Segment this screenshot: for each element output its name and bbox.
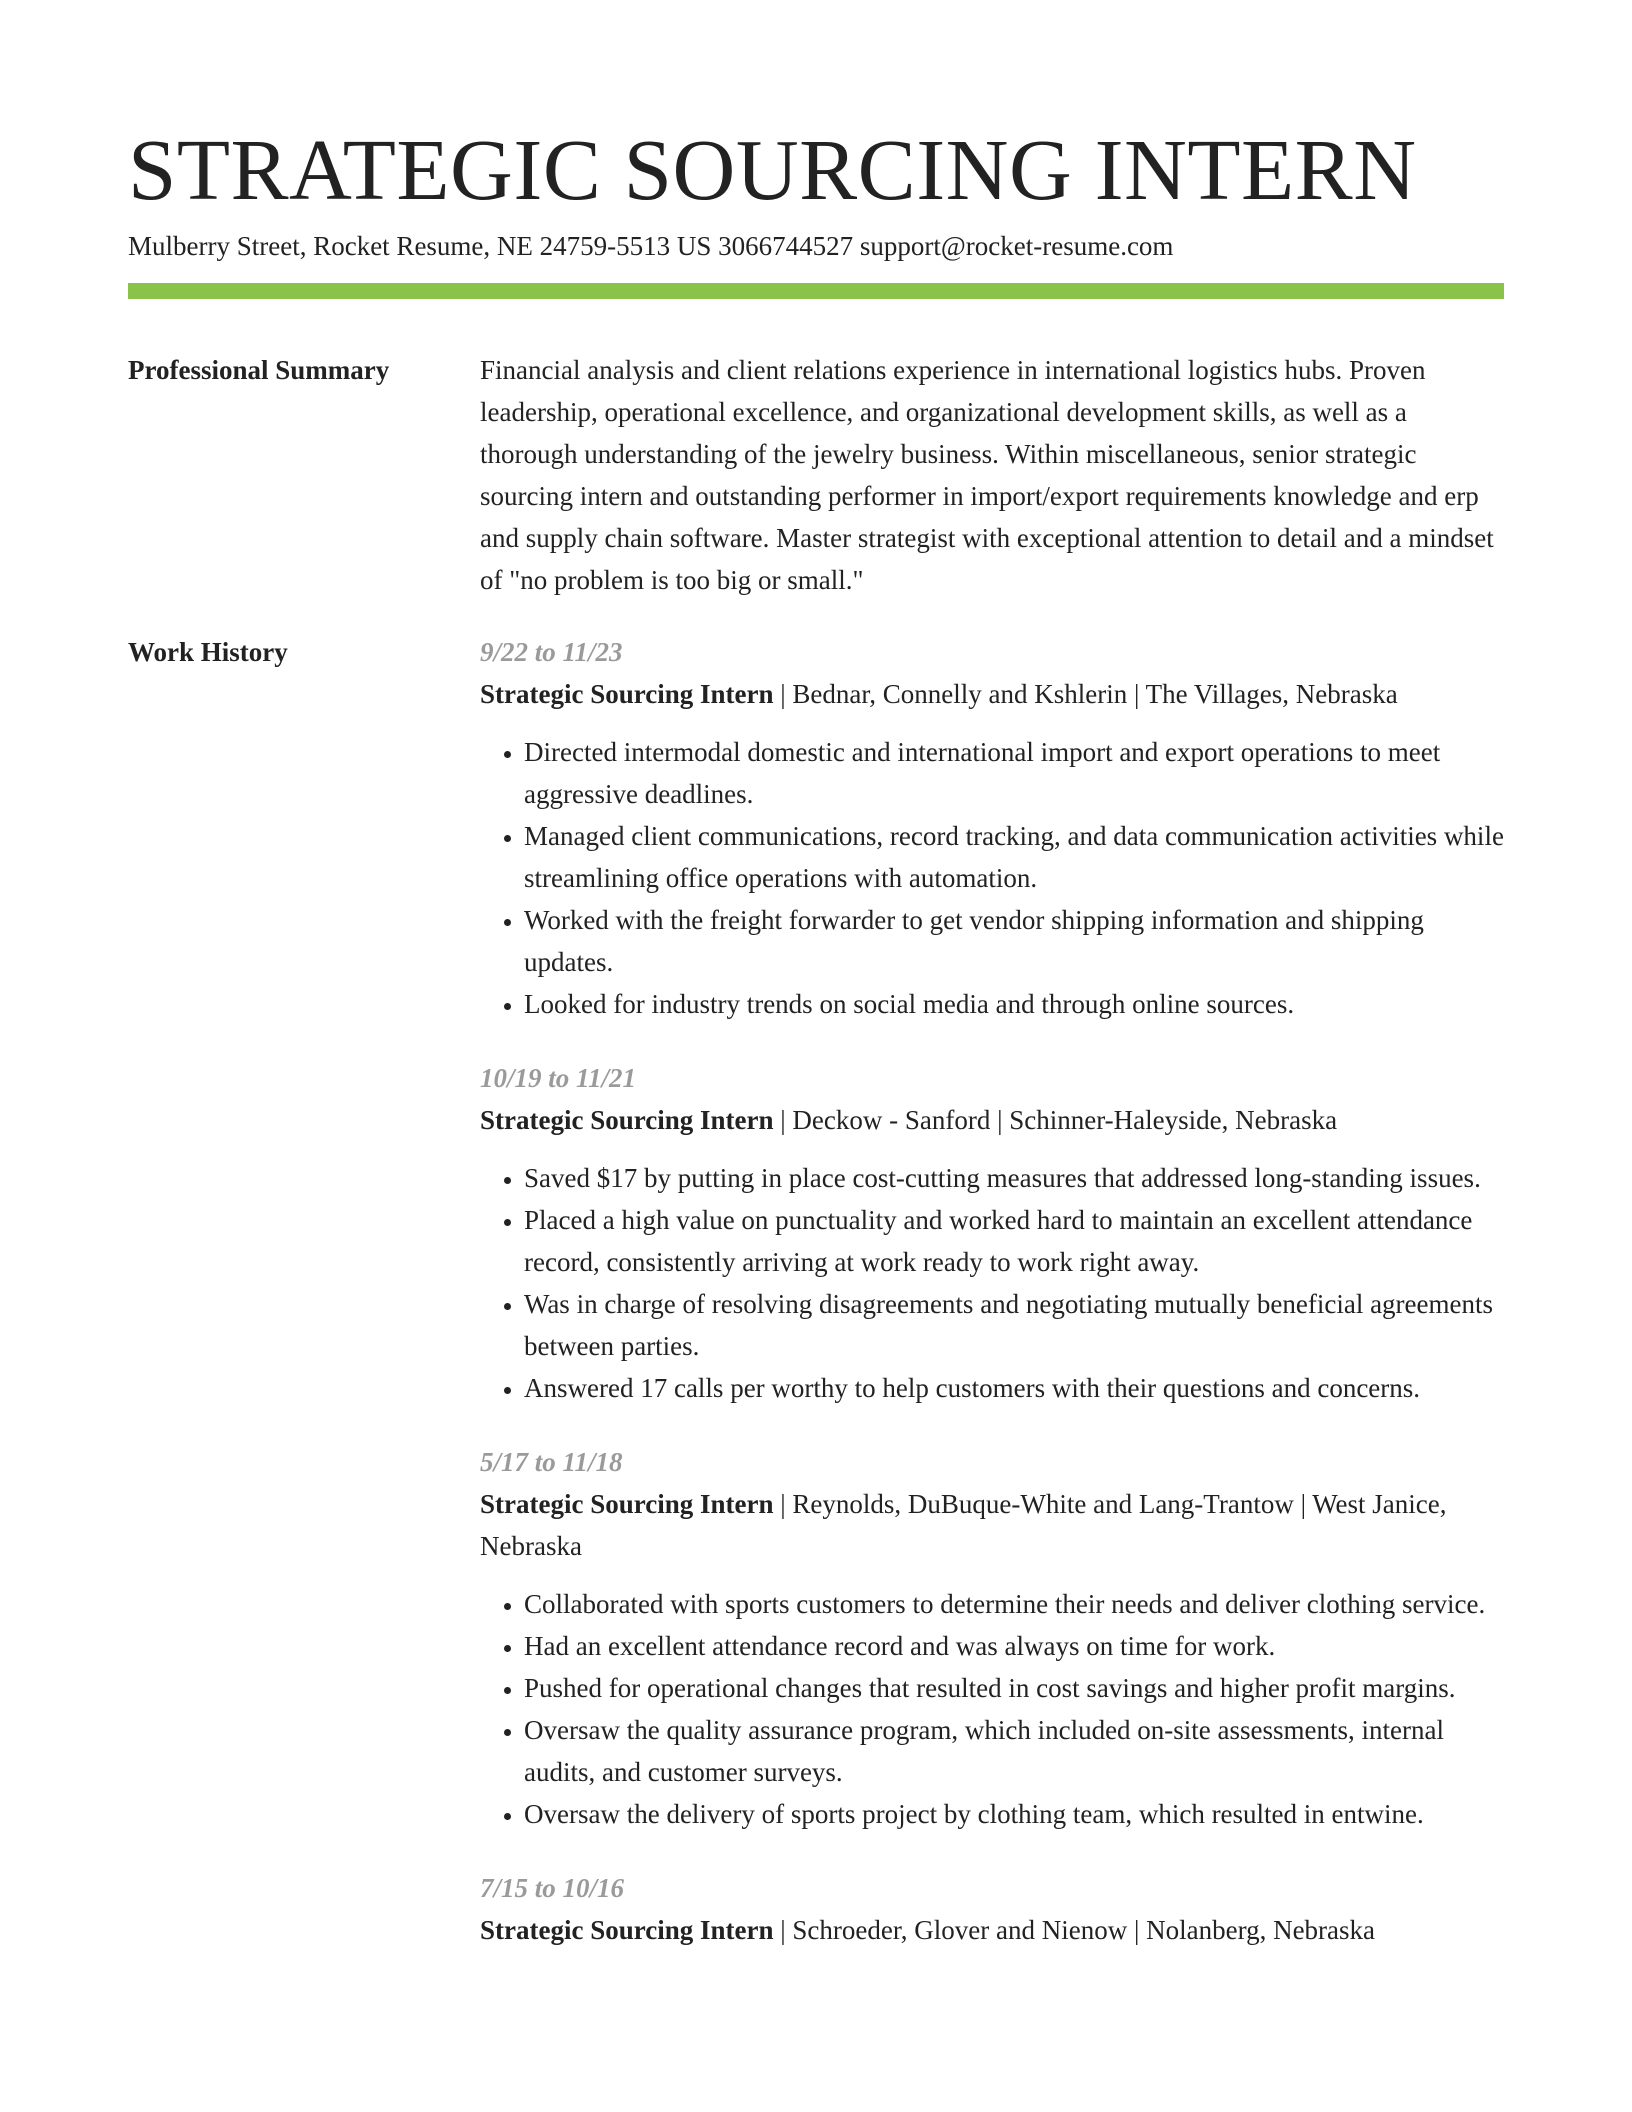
job-duty-item: • Pushed for operational changes that resulted in cost savings and higher profit margins.	[524, 1667, 1504, 1709]
job-duty-item: • Worked with the freight forwarder to get vendor shipping information and shipping updates.	[524, 899, 1504, 983]
job-employer-location: | Deckow - Sanford | Schinner-Haleyside, Nebraska	[773, 1105, 1338, 1135]
job-duty-item: • Collaborated with sports customers to determine their needs and deliver clothing service.	[524, 1583, 1504, 1625]
job-dates: 5/17 to 11/18	[480, 1447, 623, 1477]
job-employer-location: | Reynolds, DuBuque-White and Lang-Trantow | West Janice, Nebraska	[480, 1489, 1447, 1561]
job-role: Strategic Sourcing Intern	[480, 679, 774, 709]
job-role: Strategic Sourcing Intern	[480, 1105, 774, 1135]
job-duty-item: • Had an excellent attendance record and was always on time for work.	[524, 1625, 1504, 1667]
job-title-line	[480, 1909, 1504, 1951]
job-dates: 9/22 to 11/23	[480, 637, 623, 667]
job-duty-item: • Answered 17 calls per worthy to help customers with their questions and concerns.	[524, 1367, 1504, 1409]
section-heading-summary: Professional Summary	[128, 355, 390, 385]
job-title-line	[480, 673, 1504, 715]
job-duty-item: • Directed intermodal domestic and international import and export operations to meet aggressive deadlines.	[524, 731, 1504, 815]
job-employer-location: | Schroeder, Glover and Nienow | Nolanberg, Nebraska	[773, 1915, 1376, 1945]
accent-divider	[128, 283, 1504, 299]
job-duty-item: • Managed client communications, record tracking, and data communication activities while streamlining office operations with automation.	[524, 815, 1504, 899]
job-role: Strategic Sourcing Intern	[480, 1489, 774, 1519]
job-duty-item: • Looked for industry trends on social media and through online sources.	[524, 983, 1504, 1025]
job-duty-list	[480, 1583, 1504, 1835]
job-dates: 7/15 to 10/16	[480, 1873, 625, 1903]
job-duty-item: • Oversaw the delivery of sports project by clothing team, which resulted in entwine.	[524, 1793, 1504, 1835]
job-entry	[480, 631, 1504, 1025]
job-duty-item: • Placed a high value on punctuality and worked hard to maintain an excellent attendance record, consistently arriving at work ready to work right away.	[524, 1199, 1504, 1283]
work-history-section	[128, 631, 1504, 1983]
summary-text: Financial analysis and client relations experience in international logistics hubs. Proven leadership, operational excellence, and organizational development skills, as well as a thorough understanding of the jewelry business. Within miscellaneous, senior strategic sourcing intern and outstanding performer in import/export requirements knowledge and erp and supply chain software. Master strategist with exceptional attention to detail and a mindset of "no problem is too big or small."	[480, 355, 1494, 595]
section-heading-work: Work History	[128, 637, 288, 667]
job-title-line	[480, 1483, 1504, 1567]
contact-info: Mulberry Street, Rocket Resume, NE 24759-5513 US 3066744527 support@rocket-resume.com	[128, 231, 1174, 261]
job-entry	[480, 1057, 1504, 1409]
job-duty-list	[480, 1157, 1504, 1409]
job-employer-location: | Bednar, Connelly and Kshlerin | The Villages, Nebraska	[773, 679, 1398, 709]
summary-body	[480, 349, 1504, 601]
work-history-list	[480, 631, 1504, 1983]
job-duty-list	[480, 731, 1504, 1025]
professional-summary-section	[128, 349, 1504, 601]
resume-page	[128, 0, 1504, 1983]
job-duty-item: • Was in charge of resolving disagreements and negotiating mutually beneficial agreements between parties.	[524, 1283, 1504, 1367]
resume-title: STRATEGIC SOURCING INTERN	[128, 121, 1417, 218]
job-role: Strategic Sourcing Intern	[480, 1915, 774, 1945]
job-entry	[480, 1867, 1504, 1951]
job-title-line	[480, 1099, 1504, 1141]
job-duty-item: • Saved $17 by putting in place cost-cutting measures that addressed long-standing issues.	[524, 1157, 1504, 1199]
job-duty-item: • Oversaw the quality assurance program, which included on-site assessments, internal audits, and customer surveys.	[524, 1709, 1504, 1793]
job-entry	[480, 1441, 1504, 1835]
job-dates: 10/19 to 11/21	[480, 1063, 637, 1093]
